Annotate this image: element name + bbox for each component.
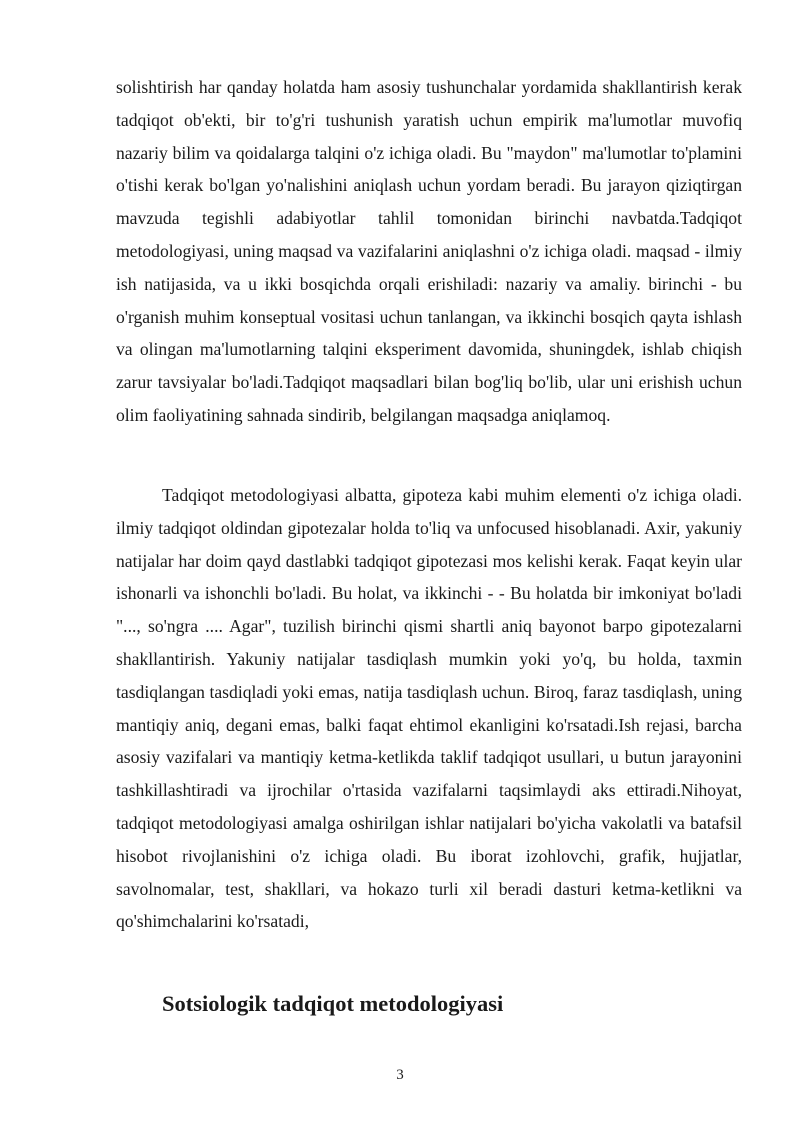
page-number: 3 (396, 1067, 404, 1083)
body-paragraph-1: solishtirish har qanday holatda ham asosiy tushunchalar yordamida shakllantirish kerak tadqiqot ob'ekti, bir to'g'ri tushunish yaratish uchun empirik ma'lumotlar muvofiq nazariy bilim va qoidalarga talqini o'z ichiga oladi. Bu "maydon" ma'lumotlar to'plamini o'tishi kerak bo'lgan yo'nalishini aniqlash uchun yordam beradi. Bu jarayon qiziqtirgan mavzuda tegishli adabiyotlar tahlil tomonidan birinchi navbatda.Tadqiqot metodologiyasi, uning maqsad va vazifalarini aniqlashni o'z ichiga oladi. maqsad - ilmiy ish natijasida, va u ikki bosqichda orqali erishiladi: nazariy va amaliy. birinchi - bu o'rganish muhim konseptual vositasi uchun tanlangan, va ikkinchi bosqich qayta ishlash va olingan ma'lumotlarning talqini eksperiment davomida, shuningdek, ishlab chiqish zarur tavsiyalar bo'ladi.Tadqiqot maqsadlari bilan bog'liq bo'lib, ular uni erishish uchun olim faoliyatining sahnada sindirib, belgilangan maqsadga aniqlamoq. (116, 77, 742, 425)
body-paragraph-2: Tadqiqot metodologiyasi albatta, gipoteza kabi muhim elementi o'z ichiga oladi. ilmiy tadqiqot oldindan gipotezalar holda to'liq va unfocused hisoblanadi. Axir, yakuniy natijalar har doim qayd dastlabki tadqiqot gipotezasi mos kelishi kerak. Faqat keyin ular ishonarli va ishonchli bo'ladi. Bu holat, va ikkinchi - - Bu holatda bir imkoniyat bo'ladi "..., so'ngra .... Agar", tuzilish birinchi qismi shartli aniq bayonot barpo gipotezalarni shakllantirish. Yakuniy natijalar tasdiqlash mumkin yoki yo'q, bu holda, taxmin tasdiqlangan tasdiqladi yoki emas, natija tasdiqlash uchun. Biroq, faraz tasdiqlash, uning mantiqiy aniq, degani emas, balki faqat ehtimol ekanligini ko'rsatadi.Ish rejasi, barcha asosiy vazifalari va mantiqiy ketma-ketlikda taklif tadqiqot usullari, u butun jarayonini tashkillashtiradi va ijrochilar o'rtasida vazifalarni taqsimlaydi aks ettiradi.Nihoyat, tadqiqot metodologiyasi amalga oshirilgan ishlar natijalari bo'yicha vakolatli va batafsil hisobot rivojlanishini o'z ichiga oladi. Bu iborat izohlovchi, grafik, hujjatlar, savolnomalar, test, shakllari, va hokazo turli xil beradi dasturi ketma-ketlikni va qo'shimchalarini ko'rsatadi, (116, 485, 742, 932)
section-heading: Sotsiologik tadqiqot metodologiyasi (162, 991, 504, 1016)
